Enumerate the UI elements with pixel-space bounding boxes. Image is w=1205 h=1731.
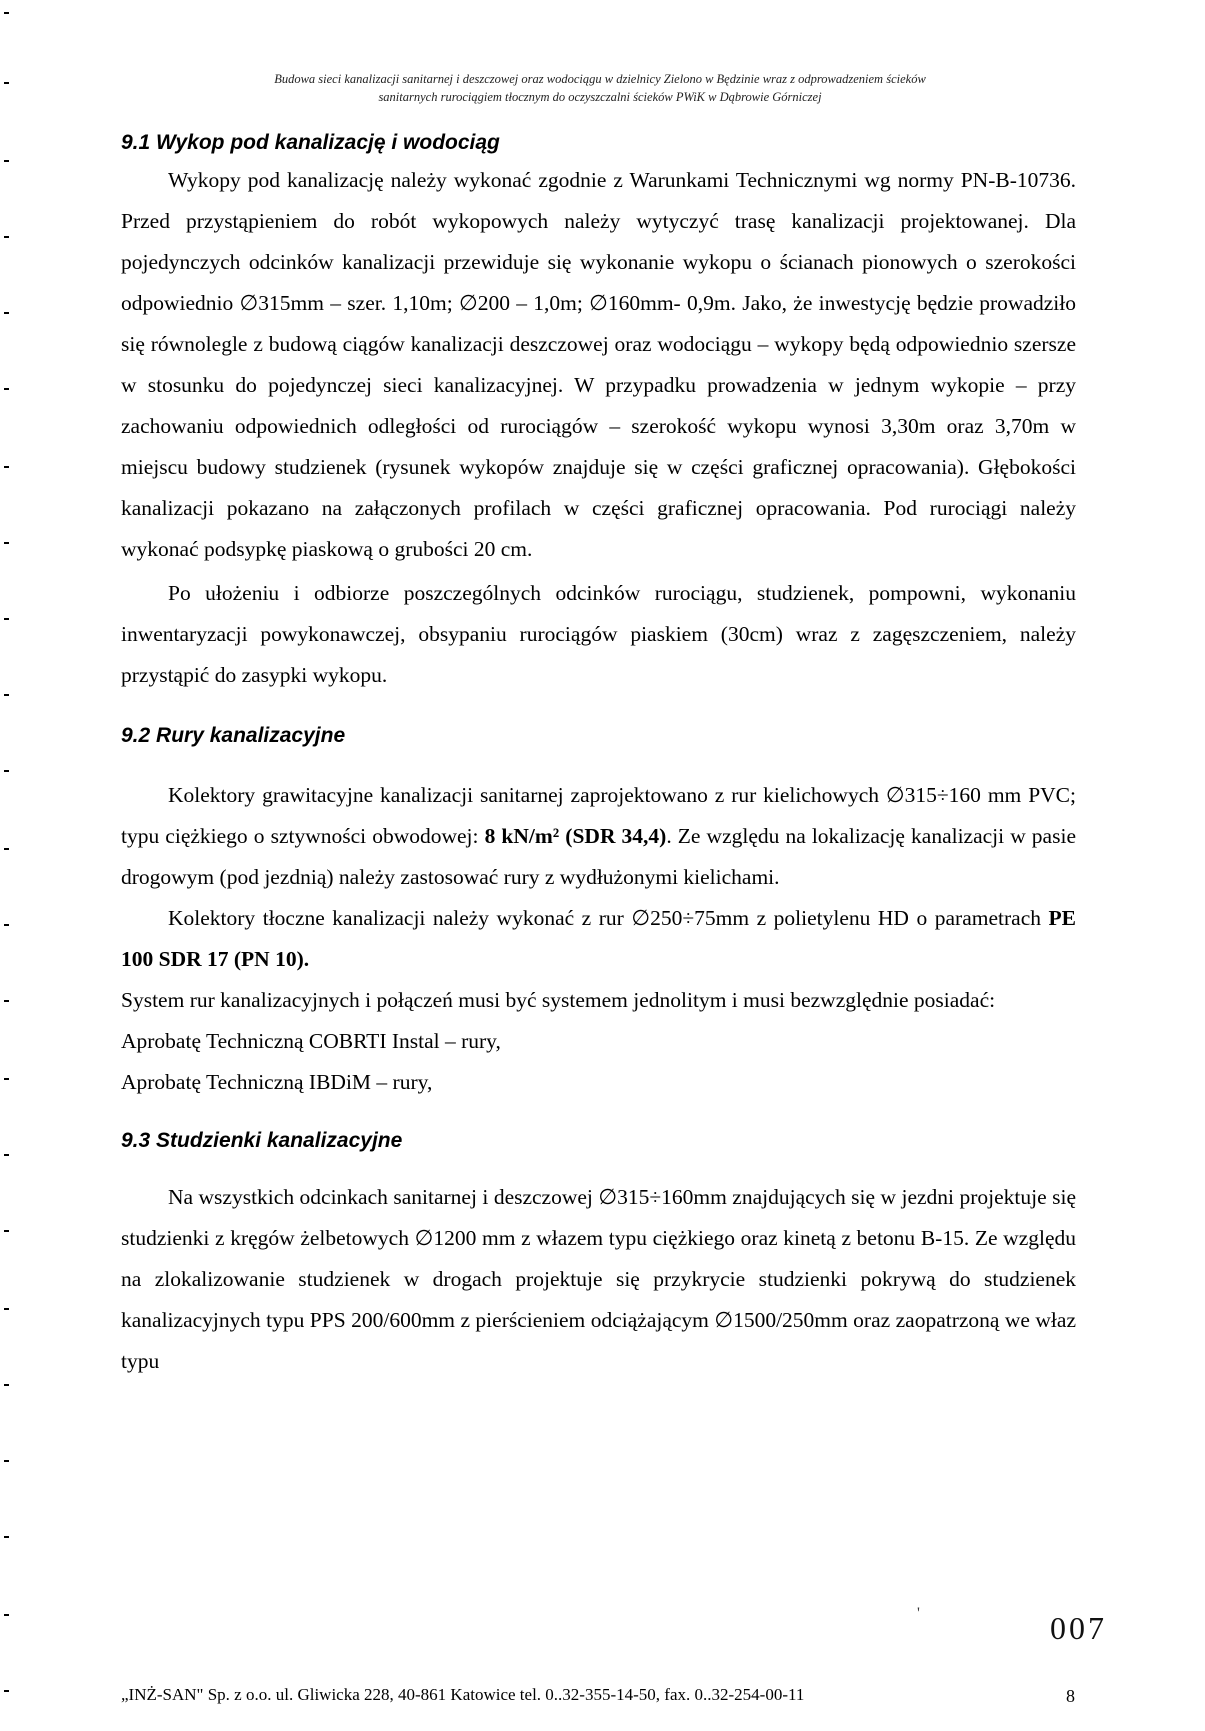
footer-company-info: „INŻ-SAN" Sp. z o.o. ul. Gliwicka 228, 40-861 Katowice tel. 0..32-355-14-50, fax. 0..32-254-00-11 <box>121 1685 805 1704</box>
section-heading-9-2: 9.2 Rury kanalizacyjne <box>121 724 346 747</box>
paragraph-9-2-2 <box>121 898 1076 980</box>
scan-margin-marks <box>0 0 20 1731</box>
sheet-stamp-number: 007 <box>1050 1610 1107 1646</box>
paragraph-9-2-3: System rur kanalizacyjnych i połączeń musi być systemem jednolitym i musi bezwzględnie posiadać: <box>121 988 996 1012</box>
section-heading-9-3: 9.3 Studzienki kanalizacyjne <box>121 1129 403 1152</box>
approval-item-2: Aprobatę Techniczną IBDiM – rury, <box>121 1070 433 1094</box>
paragraph-9-2-2-text: Kolektory tłoczne kanalizacji należy wykonać z rur ∅250÷75mm z polietylenu HD o parametrach <box>168 906 1049 930</box>
paragraph-9-2-1-end: . Ze względu na lokalizację kanalizacji w pasie drogowym (pod jezdnią) należy zastosować rury z wydłużonymi kielichami. <box>121 824 1076 889</box>
header-line-2: sanitarnych rurociągiem tłocznym do oczyszczalni ścieków PWiK w Dąbrowie Górniczej <box>378 90 822 104</box>
main-content <box>121 130 1076 1382</box>
stamp-mark: ' <box>917 1605 920 1622</box>
paragraph-9-1-1: Wykopy pod kanalizację należy wykonać zgodnie z Warunkami Technicznymi wg normy PN-B-10736. Przed przystąpieniem do robót wykopowych należy wytyczyć trasę kanalizacji projektowanej. Dla pojedynczych odcinków kanalizacji przewiduje się wykonanie wykopu o ścianach pionowych o szerokości odpowiednio ∅315mm – szer. 1,10m; ∅200 – 1,0m; ∅160mm- 0,9m. Jako, że inwestycję będzie prowadziło się równolegle z budową ciągów kanalizacji deszczowej oraz wodociągu – wykopy będą odpowiednio szersze w stosunku do pojedynczej sieci kanalizacyjnej. W przypadku prowadzenia w jednym wykopie – przy zachowaniu odpowiednich odległości od rurociągów – szerokość wykopu wynosi 3,30m oraz 3,70m w miejscu budowy studzienek (rysunek wykopów znajduje się w części graficznej opracowania). Głębokości kanalizacji pokazano na załączonych profilach w części graficznej opracowania. Pod rurociągi należy wykonać podsypkę piaskową o grubości 20 cm. <box>121 168 1076 561</box>
section-heading-9-1: 9.1 Wykop pod kanalizację i wodociąg <box>121 131 500 154</box>
paragraph-9-1-2: Po ułożeniu i odbiorze poszczególnych odcinków rurociągu, studzienek, pompowni, wykonaniu inwentaryzacji powykonawczej, obsypaniu rurociągów piaskiem (30cm) wraz z zagęszczeniem, należy przystąpić do zasypki wykopu. <box>121 581 1076 687</box>
stiffness-class: 8 kN/m² (SDR 34,4) <box>484 824 667 848</box>
paragraph-9-2-1-text: Kolektory grawitacyjne kanalizacji sanitarnej zaprojektowano z rur kielichowych ∅315÷160 mm PVC; typu ciężkiego o sztywności obwodowej: <box>121 783 1076 848</box>
pipe-parameters: PE 100 SDR 17 (PN 10). <box>121 906 1076 971</box>
paragraph-9-2-1 <box>121 775 1076 898</box>
page-number: 8 <box>1066 1686 1075 1706</box>
header-line-1: Budowa sieci kanalizacji sanitarnej i deszczowej oraz wodociągu w dzielnicy Zielono w Będzinie wraz z odprowadzeniem ścieków <box>274 72 926 86</box>
approval-item-1: Aprobatę Techniczną COBRTI Instal – rury, <box>121 1029 501 1053</box>
running-header <box>150 70 1050 106</box>
paragraph-9-3-1: Na wszystkich odcinkach sanitarnej i deszczowej ∅315÷160mm znajdujących się w jezdni projektuje się studzienki z kręgów żelbetowych ∅1200 mm z włazem typu ciężkiego oraz kinetą z betonu B-15. Ze względu na zlokalizowanie studzienek w drogach projektuje się przykrycie studzienki pokrywą do studzienek kanalizacyjnych typu PPS 200/600mm z pierścieniem odciążającym ∅1500/250mm oraz zaopatrzoną we właz typu <box>121 1185 1076 1373</box>
